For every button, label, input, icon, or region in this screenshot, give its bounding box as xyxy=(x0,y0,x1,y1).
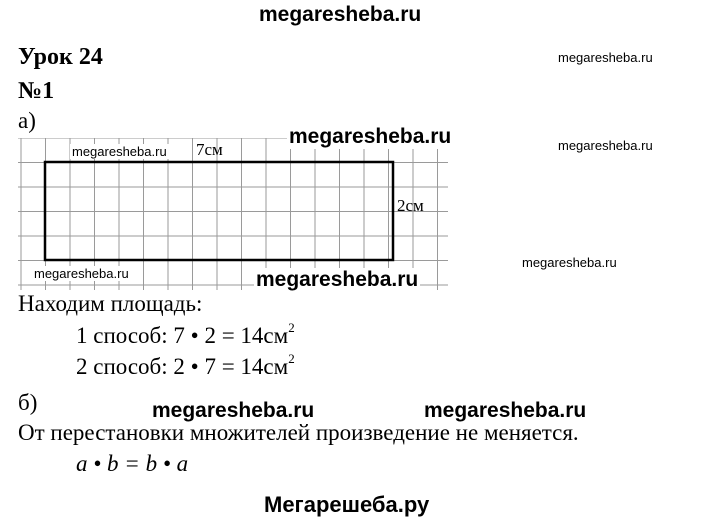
commutative-formula: a • b = b • a xyxy=(76,451,189,476)
site-watermark: megaresheba.ru xyxy=(152,399,315,422)
site-watermark: megaresheba.ru xyxy=(289,125,452,148)
part-a-label: а) xyxy=(18,108,36,133)
watermark-small: megaresheba.ru xyxy=(72,144,167,159)
site-brand-bottom: Мегарешеба.ру xyxy=(264,492,430,517)
site-watermark: megaresheba.ru xyxy=(256,268,419,291)
watermark-small: megaresheba.ru xyxy=(522,255,617,270)
watermark-small: megaresheba.ru xyxy=(34,266,129,281)
method-1: 1 способ: 7 • $2 = 14см^2$ xyxy=(76,320,295,348)
watermark-small: megaresheba.ru xyxy=(558,138,653,153)
exercise-number: №1 xyxy=(18,78,55,104)
site-watermark: megaresheba.ru xyxy=(424,399,587,422)
rectangle-length-label: 7см xyxy=(196,140,223,159)
lesson-title: Урок 24 xyxy=(18,44,103,70)
rule-statement: От перестановки множителей произведение не меняется. xyxy=(18,420,579,445)
part-b-label: б) xyxy=(18,390,38,415)
area-intro: Находим площадь: xyxy=(18,291,203,316)
rectangle-width-label: 2см xyxy=(397,196,424,215)
method-2: 2 способ: 2 • $7 = 14см^2$ xyxy=(76,351,295,379)
site-watermark-top: megaresheba.ru xyxy=(259,3,422,26)
watermark-small: megaresheba.ru xyxy=(558,50,653,65)
